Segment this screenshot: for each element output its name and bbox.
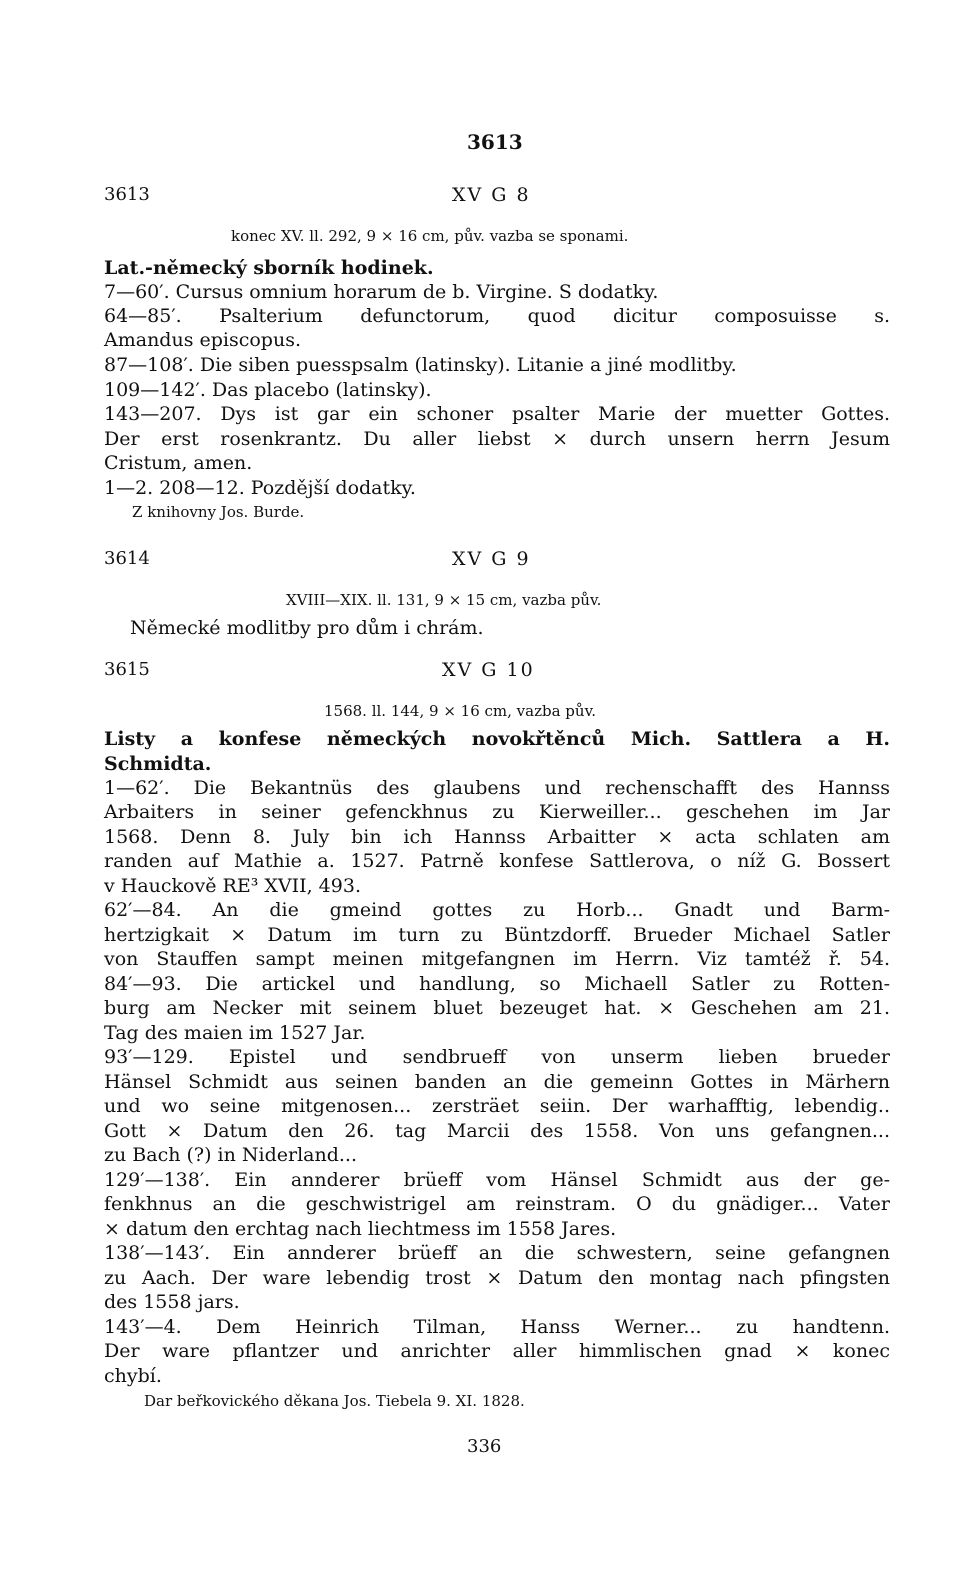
content-line: 87—108′. Die siben puesspsalm (latinsky). Litanie a jiné modlitby. [104,354,737,376]
content-line: des 1558 jars. [104,1291,240,1313]
content-line: randen auf Mathie a. 1527. Patrně konfese Sattlerova, o níž G. Bossert [104,850,890,872]
content-line: 7—60′. Cursus omnium horarum de b. Virgine. S dodatky. [104,281,659,303]
content-line: Der erst rosenkrantz. Du aller liebst × durch unsern herrn Jesum [104,428,890,450]
content-line: 64—85′. Psalterium defunctorum, quod dicitur composuisse s. [104,305,890,327]
physical-description: 1568. ll. 144, 9 × 16 cm, vazba pův. [324,702,597,720]
content-line: 62′—84. An die gmeind gottes zu Horb... Gnadt und Barm- [104,899,890,921]
entry-title-continued: Schmidta. [104,753,212,775]
content-line: 143′—4. Dem Heinrich Tilman, Hanss Werner... zu handtenn. [104,1316,890,1338]
content-line: chybí. [104,1365,162,1387]
entry-title: Lat.-německý sborník hodinek. [104,257,434,279]
content-line: Gott × Datum den 26. tag Marcii des 1558. Von uns gefangnen... [104,1120,890,1142]
entry-title: Listy a konfese německých novokřtěnců Mich. Sattlera a H. [104,728,890,750]
content-line: 1—2. 208—12. Pozdější dodatky. [104,477,416,499]
content-line: Cristum, amen. [104,452,253,474]
content-line: Tag des maien im 1527 Jar. [104,1022,366,1044]
content-line: von Stauffen sampt meinen mitgefangnen im Herrn. Viz tamtéž ř. 54. [104,948,890,970]
content-line: v Hauckově RE³ XVII, 493. [104,875,361,897]
content-line: Arbaiters in seiner gefenckhnus zu Kierweiller... geschehen im Jar [104,801,890,823]
content-line: zu Aach. Der ware lebendig trost × Datum den montag nach pfingsten [104,1267,890,1289]
provenance: Dar beřkovického děkana Jos. Tiebela 9. XI. 1828. [144,1392,525,1410]
physical-description: konec XV. ll. 292, 9 × 16 cm, pův. vazba se sponami. [231,227,629,245]
content-line: burg am Necker mit seinem bluet bezeuget hat. × Geschehen am 21. [104,997,890,1019]
provenance: Z knihovny Jos. Burde. [132,503,305,521]
content-line: 1—62′. Die Bekantnüs des glaubens und rechenschafft des Hannss [104,777,890,799]
entry-number: 3614 [104,548,150,569]
content-line: 93′—129. Epistel und sendbrueff von unserm lieben brueder [104,1046,890,1068]
page-header: 3613 [467,130,523,154]
content-line: fenkhnus an die geschwistrigel am reinstram. O du gnädiger... Vater [104,1193,890,1215]
entry-title: Německé modlitby pro dům i chrám. [130,617,484,639]
shelf-signature: XV G 9 [452,548,531,570]
entry-number: 3615 [104,659,150,680]
content-line: und wo seine mitgenosen... zersträet seiin. Der warhafftig, lebendig.. [104,1095,890,1117]
content-line: 84′—93. Die artickel und handlung, so Michaell Satler zu Rotten- [104,973,890,995]
content-line: Hänsel Schmidt aus seinen banden an die gemeinn Gottes in Märhern [104,1071,890,1093]
page-number: 336 [467,1436,502,1457]
content-line: hertzigkait × Datum im turn zu Büntzdorff. Brueder Michael Satler [104,924,890,946]
content-line: 129′—138′. Ein annderer brüeff vom Hänsel Schmidt aus der ge- [104,1169,890,1191]
content-line: Der ware pflantzer und anrichter aller himmlischen gnad × konec [104,1340,890,1362]
content-line: × datum den erchtag nach liechtmess im 1558 Jares. [104,1218,617,1240]
content-line: 143—207. Dys ist gar ein schoner psalter Marie der muetter Gottes. [104,403,890,425]
content-line: Amandus episcopus. [104,329,301,351]
content-line: zu Bach (?) in Niderland... [104,1144,358,1166]
entry-number: 3613 [104,184,150,205]
shelf-signature: XV G 10 [442,659,535,681]
physical-description: XVIII—XIX. ll. 131, 9 × 15 cm, vazba pův. [286,591,602,609]
content-line: 109—142′. Das placebo (latinsky). [104,379,432,401]
shelf-signature: XV G 8 [452,184,531,206]
content-line: 1568. Denn 8. July bin ich Hannss Arbaitter × acta schlaten am [104,826,890,848]
content-line: 138′—143′. Ein annderer brüeff an die schwestern, seine gefangnen [104,1242,890,1264]
